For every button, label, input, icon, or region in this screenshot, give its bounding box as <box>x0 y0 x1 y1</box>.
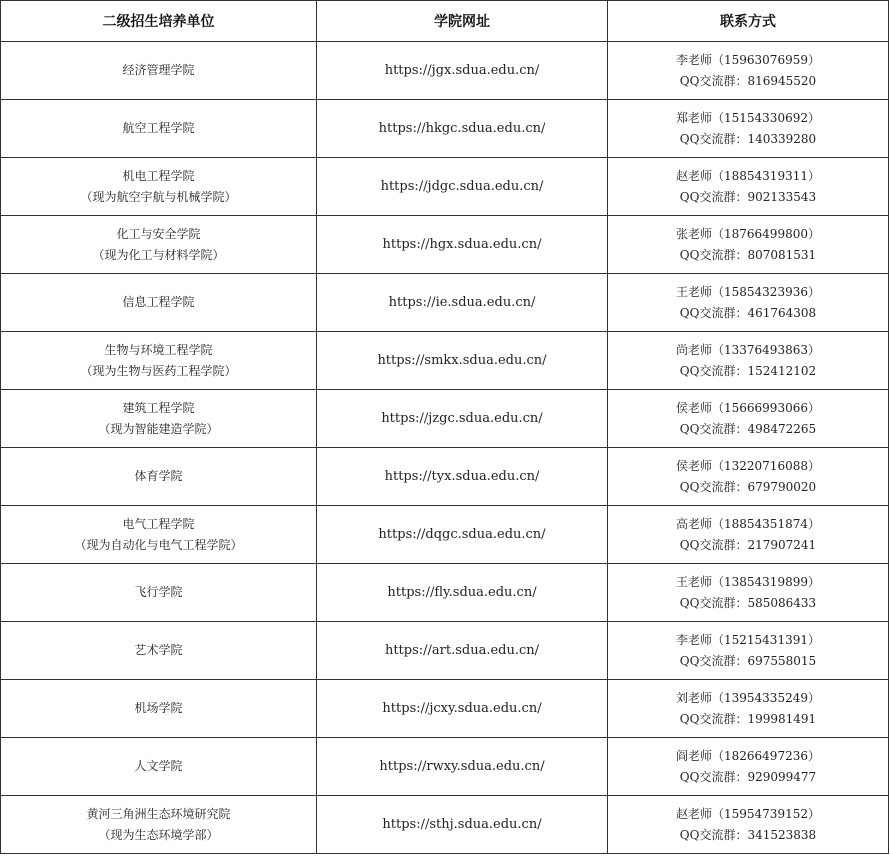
header-contact: 联系方式 <box>608 1 889 42</box>
unit-name: 航空工程学院 <box>122 121 195 135</box>
website-cell <box>317 738 608 796</box>
website-cell <box>317 448 608 506</box>
contact-cell <box>608 738 889 796</box>
contact-teacher: 侯老师（15666993066） <box>676 400 820 415</box>
table-row <box>1 158 889 216</box>
contact-cell <box>608 332 889 390</box>
website-cell <box>317 332 608 390</box>
table-row <box>1 738 889 796</box>
unit-current-name: （现为航空宇航与机械学院） <box>80 189 237 204</box>
unit-cell <box>1 216 317 274</box>
contact-teacher: 李老师（15215431391） <box>676 632 820 647</box>
website-link[interactable]: https://jdgc.sdua.edu.cn/ <box>380 179 544 194</box>
table-row <box>1 100 889 158</box>
contact-teacher: 侯老师（13220716088） <box>676 458 820 473</box>
website-cell <box>317 390 608 448</box>
unit-current-name: （现为化工与材料学院） <box>92 247 225 262</box>
contact-cell <box>608 42 889 100</box>
table-row <box>1 332 889 390</box>
website-cell <box>317 680 608 738</box>
header-website: 学院网址 <box>317 1 608 42</box>
unit-current-name: （现为智能建造学院） <box>98 421 219 436</box>
contact-teacher: 高老师（18854351874） <box>676 516 820 531</box>
contact-teacher: 李老师（15963076959） <box>676 52 820 67</box>
unit-name: 黄河三角洲生态环境研究院 <box>86 806 231 821</box>
unit-name: 建筑工程学院 <box>122 400 195 415</box>
qq-group: QQ交流群：152412102 <box>679 363 817 378</box>
unit-cell <box>1 680 317 738</box>
unit-cell <box>1 796 317 854</box>
qq-group: QQ交流群：697558015 <box>679 653 817 668</box>
website-link[interactable]: https://sthj.sdua.edu.cn/ <box>382 817 542 832</box>
contact-cell <box>608 448 889 506</box>
unit-name: 信息工程学院 <box>122 295 195 309</box>
unit-cell <box>1 274 317 332</box>
contact-teacher: 张老师（18766499800） <box>676 226 820 241</box>
website-link[interactable]: https://hgx.sdua.edu.cn/ <box>382 237 542 252</box>
unit-name: 机电工程学院 <box>122 168 195 183</box>
unit-cell <box>1 42 317 100</box>
website-cell <box>317 216 608 274</box>
unit-name: 人文学院 <box>134 759 183 773</box>
contact-teacher: 赵老师（18854319311） <box>676 168 820 183</box>
table-row <box>1 622 889 680</box>
table-row <box>1 796 889 854</box>
contact-teacher: 刘老师（13954335249） <box>676 690 820 705</box>
table-row <box>1 274 889 332</box>
contact-cell <box>608 564 889 622</box>
qq-group: QQ交流群：199981491 <box>679 711 817 726</box>
unit-cell <box>1 390 317 448</box>
website-link[interactable]: https://jgx.sdua.edu.cn/ <box>384 63 540 78</box>
unit-name: 机场学院 <box>134 701 183 715</box>
contact-teacher: 阎老师（18266497236） <box>676 748 820 763</box>
website-cell <box>317 274 608 332</box>
unit-name: 飞行学院 <box>134 585 183 599</box>
qq-group: QQ交流群：341523838 <box>679 827 817 842</box>
qq-group: QQ交流群：498472265 <box>679 421 817 436</box>
qq-group: QQ交流群：902133543 <box>679 189 817 204</box>
unit-cell <box>1 158 317 216</box>
unit-current-name: （现为自动化与电气工程学院） <box>74 537 243 552</box>
contact-cell <box>608 390 889 448</box>
table-row <box>1 216 889 274</box>
contact-cell <box>608 622 889 680</box>
contact-teacher: 赵老师（15954739152） <box>676 806 820 821</box>
website-link[interactable]: https://art.sdua.edu.cn/ <box>384 643 540 658</box>
unit-name: 生物与环境工程学院 <box>104 342 213 357</box>
unit-name: 体育学院 <box>134 469 183 483</box>
qq-group: QQ交流群：217907241 <box>679 537 817 552</box>
unit-cell <box>1 332 317 390</box>
website-cell <box>317 622 608 680</box>
unit-cell <box>1 506 317 564</box>
website-link[interactable]: https://ie.sdua.edu.cn/ <box>388 295 536 310</box>
website-link[interactable]: https://tyx.sdua.edu.cn/ <box>384 469 540 484</box>
unit-name: 化工与安全学院 <box>116 226 201 241</box>
contact-cell <box>608 506 889 564</box>
website-cell <box>317 506 608 564</box>
unit-cell <box>1 100 317 158</box>
contact-teacher: 王老师（15854323936） <box>676 284 820 299</box>
unit-cell <box>1 622 317 680</box>
unit-current-name: （现为生态环境学部） <box>98 827 219 842</box>
unit-cell <box>1 738 317 796</box>
contact-cell <box>608 216 889 274</box>
website-cell <box>317 42 608 100</box>
unit-cell <box>1 564 317 622</box>
qq-group: QQ交流群：679790020 <box>679 479 817 494</box>
table-row <box>1 506 889 564</box>
website-link[interactable]: https://jzgc.sdua.edu.cn/ <box>381 411 543 426</box>
qq-group: QQ交流群：461764308 <box>679 305 817 320</box>
table-row <box>1 42 889 100</box>
contact-cell <box>608 100 889 158</box>
unit-name: 艺术学院 <box>134 643 183 657</box>
contact-cell <box>608 680 889 738</box>
website-cell <box>317 796 608 854</box>
website-link[interactable]: https://jcxy.sdua.edu.cn/ <box>382 701 542 716</box>
website-link[interactable]: https://fly.sdua.edu.cn/ <box>387 585 537 600</box>
unit-current-name: （现为生物与医药工程学院） <box>80 363 237 378</box>
website-link[interactable]: https://rwxy.sdua.edu.cn/ <box>379 759 545 774</box>
website-cell <box>317 158 608 216</box>
contact-teacher: 王老师（13854319899） <box>676 574 820 589</box>
table-row <box>1 680 889 738</box>
website-cell <box>317 564 608 622</box>
website-link[interactable]: https://smkx.sdua.edu.cn/ <box>377 353 547 368</box>
table-row <box>1 564 889 622</box>
qq-group: QQ交流群：816945520 <box>679 73 817 88</box>
unit-name: 电气工程学院 <box>122 516 195 531</box>
contact-teacher: 郑老师（15154330692） <box>676 110 820 125</box>
contact-cell <box>608 796 889 854</box>
qq-group: QQ交流群：140339280 <box>679 131 817 146</box>
website-cell <box>317 100 608 158</box>
website-link[interactable]: https://dqgc.sdua.edu.cn/ <box>378 527 546 542</box>
table-row <box>1 448 889 506</box>
website-link[interactable]: https://hkgc.sdua.edu.cn/ <box>378 121 546 136</box>
qq-group: QQ交流群：807081531 <box>679 247 817 262</box>
qq-group: QQ交流群：929099477 <box>679 769 817 784</box>
contact-cell <box>608 274 889 332</box>
header-unit: 二级招生培养单位 <box>1 1 317 42</box>
contact-teacher: 尚老师（13376493863） <box>676 342 820 357</box>
unit-cell <box>1 448 317 506</box>
unit-name: 经济管理学院 <box>122 63 195 77</box>
qq-group: QQ交流群：585086433 <box>679 595 817 610</box>
table-row <box>1 390 889 448</box>
contact-cell <box>608 158 889 216</box>
header-row <box>1 1 889 42</box>
